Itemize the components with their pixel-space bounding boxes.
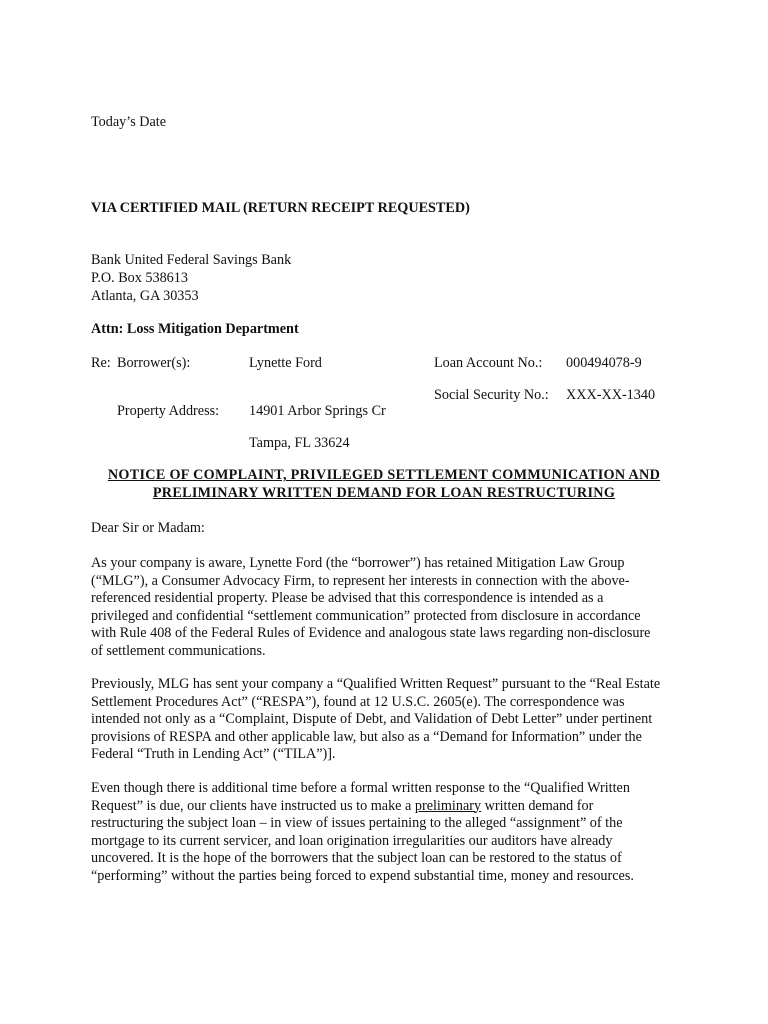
recipient-name: Bank United Federal Savings Bank [91, 252, 292, 268]
notice-title-line: PRELIMINARY WRITTEN DEMAND FOR LOAN RESTRUCTURING [152, 484, 616, 501]
paragraph-line: of settlement communications. [91, 642, 266, 659]
paragraph-3 [91, 780, 691, 885]
re-prefix: Re: [91, 355, 111, 371]
paragraph-line: intended not only as a “Complaint, Dispute of Debt, and Validation of Debt Letter” under pertinent [91, 711, 653, 727]
paragraph-line: referenced residential property. Please be advised that this correspondence is intended as a [91, 590, 604, 606]
paragraph-line: restructuring the subject loan – in view of issues pertaining to the alleged “assignment” of the [91, 815, 623, 831]
paragraph-line [91, 798, 691, 816]
property-address-label: Property Address: [117, 403, 220, 419]
paragraph-line: “performing” without the parties being forced to expend substantial time, money and resources. [91, 867, 634, 884]
loan-account-label: Loan Account No.: [434, 355, 543, 371]
notice-title-line: NOTICE OF COMPLAINT, PRIVILEGED SETTLEMENT COMMUNICATION AND [107, 467, 661, 483]
paragraph-text: written demand for [481, 797, 594, 814]
paragraph-line: mortgage to its current servicer, and loan origination irregularities our auditors have already [91, 832, 613, 849]
paragraph-line: Settlement Procedures Act” (“RESPA”), found at 12 U.S.C. 2605(e). The correspondence was [91, 693, 625, 710]
notice-title [0, 467, 768, 502]
property-address-line2: Tampa, FL 33624 [249, 435, 350, 451]
paragraph-text: Request” is due, our clients have instructed us to make a [91, 797, 415, 814]
paragraph-line: provisions of RESPA and other applicable law, but also as a “Demand for Information” under the [91, 728, 642, 745]
ssn-value: XXX-XX-1340 [566, 387, 656, 403]
emphasized-word: preliminary [414, 797, 482, 814]
paragraph-line: with Rule 408 of the Federal Rules of Evidence and analogous state laws regarding non-disclosure [91, 625, 651, 641]
ssn-label: Social Security No.: [434, 387, 549, 403]
paragraph-line: Even though there is additional time before a formal written response to the “Qualified Written [91, 780, 630, 796]
paragraph-2 [91, 676, 691, 764]
recipient-address-line1: P.O. Box 538613 [91, 270, 188, 286]
paragraph-line: uncovered. It is the hope of the borrowers that the subject loan can be restored to the status of [91, 850, 622, 866]
property-address-line1: 14901 Arbor Springs Cr [249, 403, 386, 419]
recipient-address-line2: Atlanta, GA 30353 [91, 288, 199, 304]
paragraph-line: Federal “Truth in Lending Act” (“TILA”)]. [91, 746, 336, 762]
loan-account-value: 000494078-9 [566, 355, 642, 371]
borrower-value: Lynette Ford [249, 355, 322, 371]
borrower-label: Borrower(s): [117, 355, 191, 371]
salutation: Dear Sir or Madam: [91, 520, 205, 536]
paragraph-line: privileged and confidential “settlement communication” protected from disclosure in accordance [91, 607, 641, 624]
paragraph-1 [91, 555, 691, 660]
paragraph-line: As your company is aware, Lynette Ford (the “borrower”) has retained Mitigation Law Group [91, 555, 625, 571]
paragraph-line: Previously, MLG has sent your company a “Qualified Written Request” pursuant to the “Real Estate [91, 676, 661, 692]
paragraph-line: (“MLG”), a Consumer Advocacy Firm, to represent her interests in connection with the above- [91, 572, 630, 589]
date-line: Today’s Date [91, 114, 167, 130]
attn-line: Attn: Loss Mitigation Department [91, 321, 299, 337]
delivery-method: VIA CERTIFIED MAIL (RETURN RECEIPT REQUESTED) [91, 200, 470, 216]
